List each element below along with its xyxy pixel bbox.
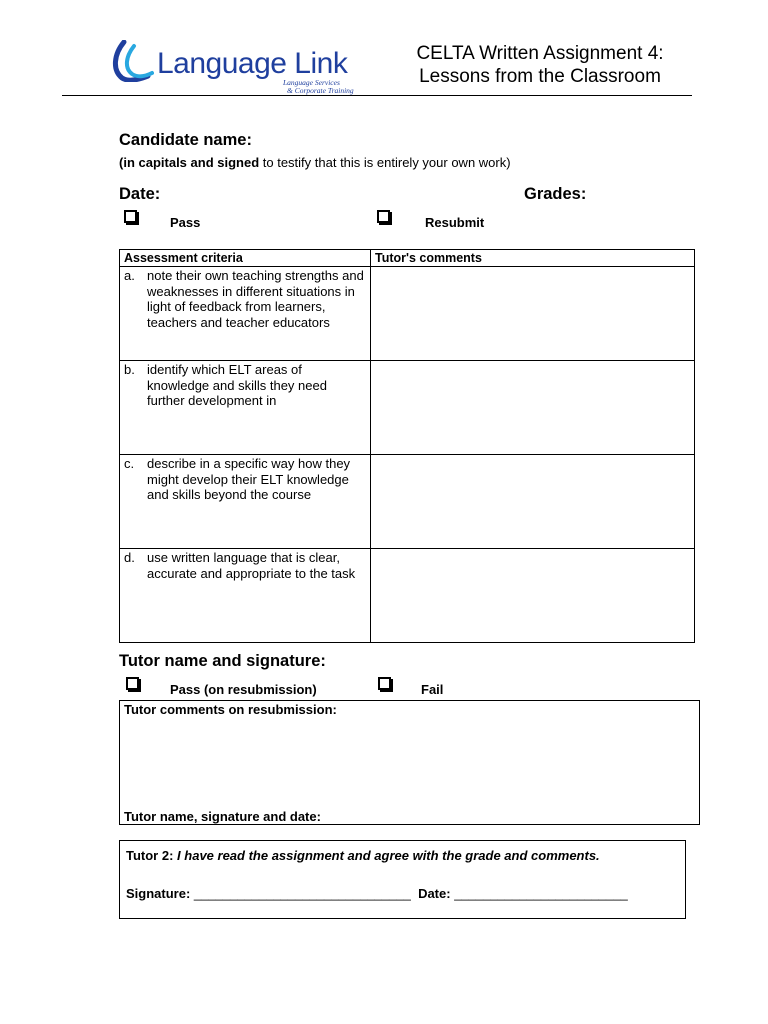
criterion-letter: d.: [124, 550, 135, 565]
assessment-table: [119, 249, 695, 643]
title-line2: Lessons from the Classroom: [419, 66, 661, 87]
logo-subtitle: [283, 79, 354, 95]
criterion-text: note their own teaching strengths and weaknesses in different situations in light of feedback from learners, teachers and teacher educators: [147, 268, 364, 330]
candidate-name-label: Candidate name:: [119, 131, 252, 149]
criterion-cell: [120, 267, 371, 361]
table-row: [120, 455, 695, 549]
tutor2-signature-label: Signature:: [126, 886, 191, 901]
pass-label: Pass: [170, 215, 201, 230]
criterion-cell: [120, 549, 371, 643]
fail-checkbox[interactable]: [378, 677, 391, 690]
criterion-cell: [120, 361, 371, 455]
resubmit-label: Resubmit: [425, 215, 485, 230]
tutor2-signature-line: [126, 886, 628, 901]
resubmit-checkbox[interactable]: [377, 210, 390, 223]
tutor-signature-label: Tutor name and signature:: [119, 652, 326, 670]
tutor2-signature-field[interactable]: ______________________________: [193, 886, 411, 901]
tutor-comment-cell[interactable]: [371, 267, 695, 361]
criterion-cell: [120, 455, 371, 549]
fail-label: Fail: [421, 682, 444, 697]
pass-on-resubmission-checkbox[interactable]: [126, 677, 139, 690]
logo-subtitle-line2: & Corporate Training: [287, 86, 354, 95]
resubmission-comments-box[interactable]: [119, 700, 700, 825]
tutor-comment-cell[interactable]: [371, 361, 695, 455]
date-label: Date:: [119, 185, 161, 203]
resubmission-signature-label: Tutor name, signature and date:: [124, 809, 321, 824]
resubmission-comments-label: Tutor comments on resubmission:: [124, 702, 337, 717]
pass-on-resubmission-label: Pass (on resubmission): [170, 682, 317, 697]
criterion-text: identify which ELT areas of knowledge and skills they need further development in: [147, 362, 327, 408]
tutor2-prefix: Tutor 2:: [126, 848, 174, 863]
criterion-letter: b.: [124, 362, 135, 377]
title-line1: CELTA Written Assignment 4:: [416, 43, 664, 64]
logo-text: Language Link: [157, 47, 348, 80]
candidate-note-rest: to testify that this is entirely your own work): [259, 155, 511, 170]
logo-subtitle-line1: Language Services: [283, 78, 340, 87]
table-row: [120, 549, 695, 643]
criterion-text: describe in a specific way how they might develop their ELT knowledge and skills beyond the course: [147, 456, 351, 502]
pass-checkbox[interactable]: [124, 210, 137, 223]
tutor2-date-label: Date:: [418, 886, 451, 901]
column-header-criteria: Assessment criteria: [120, 250, 371, 267]
candidate-note-bold: (in capitals and signed: [119, 155, 260, 170]
table-row: [120, 267, 695, 361]
tutor2-date-field[interactable]: ________________________: [454, 886, 628, 901]
criterion-letter: c.: [124, 456, 135, 471]
criterion-text: use written language that is clear, accurate and appropriate to the task: [147, 550, 356, 581]
table-row: [120, 361, 695, 455]
tutor2-statement: I have read the assignment and agree with the grade and comments.: [177, 848, 600, 863]
header-divider: [62, 95, 692, 96]
table-header-row: [120, 250, 695, 267]
language-link-logo-icon: [108, 40, 154, 82]
tutor-comment-cell[interactable]: [371, 455, 695, 549]
tutor2-statement-line: [126, 848, 600, 863]
criterion-letter: a.: [124, 268, 135, 283]
tutor-comment-cell[interactable]: [371, 549, 695, 643]
candidate-note: [119, 155, 511, 170]
column-header-comments: Tutor's comments: [371, 250, 695, 267]
document-title: [389, 42, 691, 88]
grades-label: Grades:: [524, 185, 587, 203]
